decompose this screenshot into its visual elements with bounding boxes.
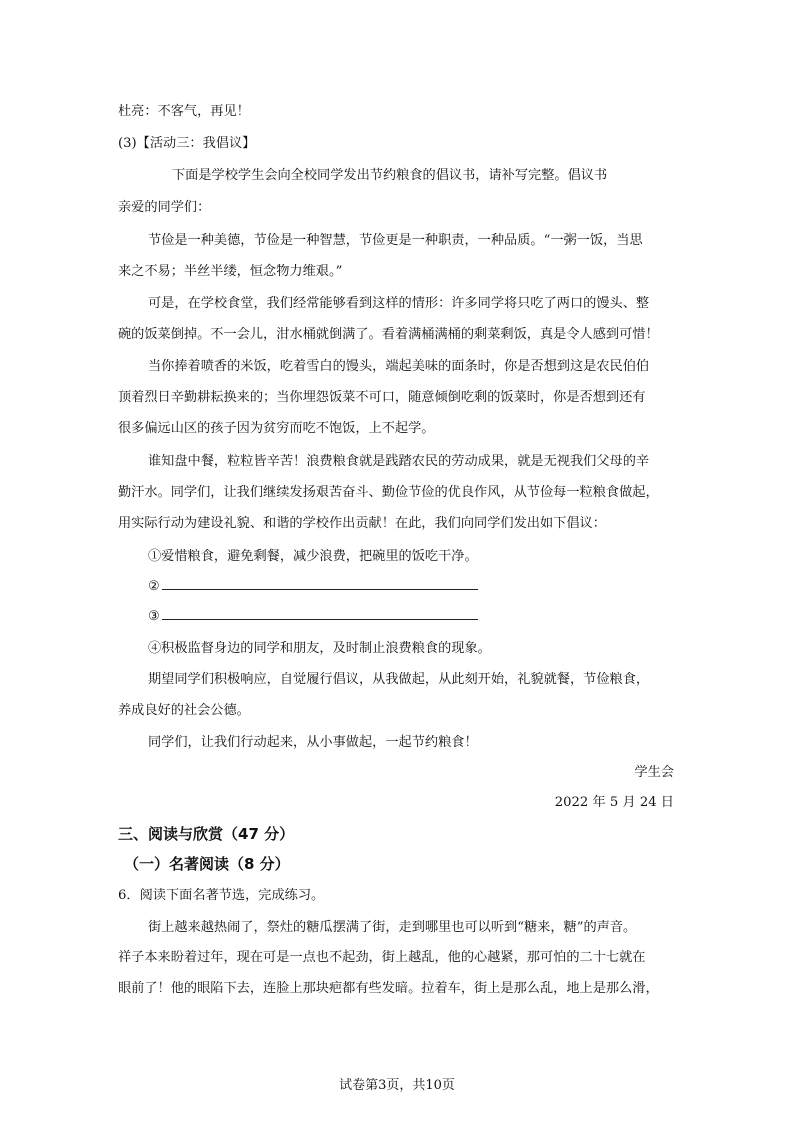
paragraph-line: 碗的饭菜倒掉。不一会儿，泔水桶就倒满了。看着满桶满桶的剩菜剩饭，真是令人感到可惜！ bbox=[118, 327, 659, 342]
answer-blank[interactable] bbox=[162, 576, 478, 590]
reading-line: 眼前了！他的眼陷下去，连脸上那块疤都有些发暗。拉着车，街上是那么乱，地上是那么滑， bbox=[118, 981, 659, 996]
proposal-item-2 bbox=[148, 576, 794, 597]
section-heading: 三、阅读与欣赏（47 分） bbox=[118, 825, 295, 843]
paragraph-line: 节俭是一种美德，节俭是一种智慧，节俭更是一种职责，一种品质。“一粥一饭，当思 bbox=[148, 233, 643, 248]
proposal-item-3 bbox=[148, 606, 794, 627]
page-footer: 试卷第3页，共10页 bbox=[339, 1078, 455, 1093]
date: 2022 年 5 月 24 日 bbox=[554, 795, 674, 810]
paragraph-line: 期望同学们积极响应，自觉履行倡议，从我做起，从此刻开始，礼貌就餐，节俭粮食， bbox=[148, 672, 650, 687]
proposal-item-1: ①爱惜粮食，避免剩餐，减少浪费，把碗里的饭吃干净。 bbox=[148, 549, 478, 564]
paragraph-line: 很多偏远山区的孩子因为贫穷而吃不饱饭，上不起学。 bbox=[118, 421, 435, 436]
paragraph-line: 当你捧着喷香的米饭，吃着雪白的馒头，端起美味的面条时，你是否想到这是农民伯伯 bbox=[148, 359, 650, 374]
proposal-item-4: ④积极监督身边的同学和朋友，及时制止浪费粮食的现象。 bbox=[148, 641, 491, 656]
salutation: 亲爱的同学们： bbox=[118, 200, 211, 215]
paragraph-line: 养成良好的社会公德。 bbox=[118, 703, 250, 718]
paragraph-line: 可是，在学校食堂，我们经常能够看到这样的情形：许多同学将只吃了两口的馒头、整 bbox=[148, 296, 650, 311]
question-6: 6．阅读下面名著节选，完成练习。 bbox=[118, 888, 325, 903]
paragraph-line: 谁知盘中餐，粒粒皆辛苦！浪费粮食就是践踏农民的劳动成果，就是无视我们父母的辛 bbox=[148, 454, 650, 469]
subsection-heading: （一）名著阅读（8 分） bbox=[124, 855, 290, 873]
instruction-text: 下面是学校学生会向全校同学发出节约粮食的倡议书，请补写完整。倡议书 bbox=[172, 168, 608, 183]
item-marker: ② bbox=[148, 579, 160, 594]
paragraph-line: 勤汗水。同学们，让我们继续发扬艰苦奋斗、勤俭节俭的优良作风，从节俭每一粒粮食做起， bbox=[118, 485, 659, 500]
paragraph-line: 顶着烈日辛勤耕耘换来的；当你埋怨饭菜不可口，随意倾倒吃剩的饭菜时，你是否想到还有 bbox=[118, 390, 646, 405]
answer-blank[interactable] bbox=[162, 606, 478, 620]
paragraph-line: 用实际行动为建设礼貌、和谐的学校作出贡献！在此，我们向同学们发出如下倡议： bbox=[118, 516, 606, 531]
signer: 学生会 bbox=[634, 765, 674, 780]
reading-line: 祥子本来盼着过年，现在可是一点也不起劲，街上越乱，他的心越紧，那可怕的二十七就在 bbox=[118, 950, 646, 965]
dialogue-line: 杜亮：不客气，再见！ bbox=[118, 104, 250, 119]
item-marker: ③ bbox=[148, 609, 160, 624]
paragraph-line: 来之不易；半丝半缕，恒念物力维艰。” bbox=[118, 264, 343, 279]
paragraph-line: 同学们，让我们行动起来，从小事做起，一起节约粮食！ bbox=[148, 735, 478, 750]
activity-heading: (3)【活动三：我倡议】 bbox=[118, 136, 256, 151]
reading-line: 街上越来越热闹了，祭灶的糖瓜摆满了街，走到哪里也可以听到“糖来，糖”的声音。 bbox=[148, 920, 637, 935]
